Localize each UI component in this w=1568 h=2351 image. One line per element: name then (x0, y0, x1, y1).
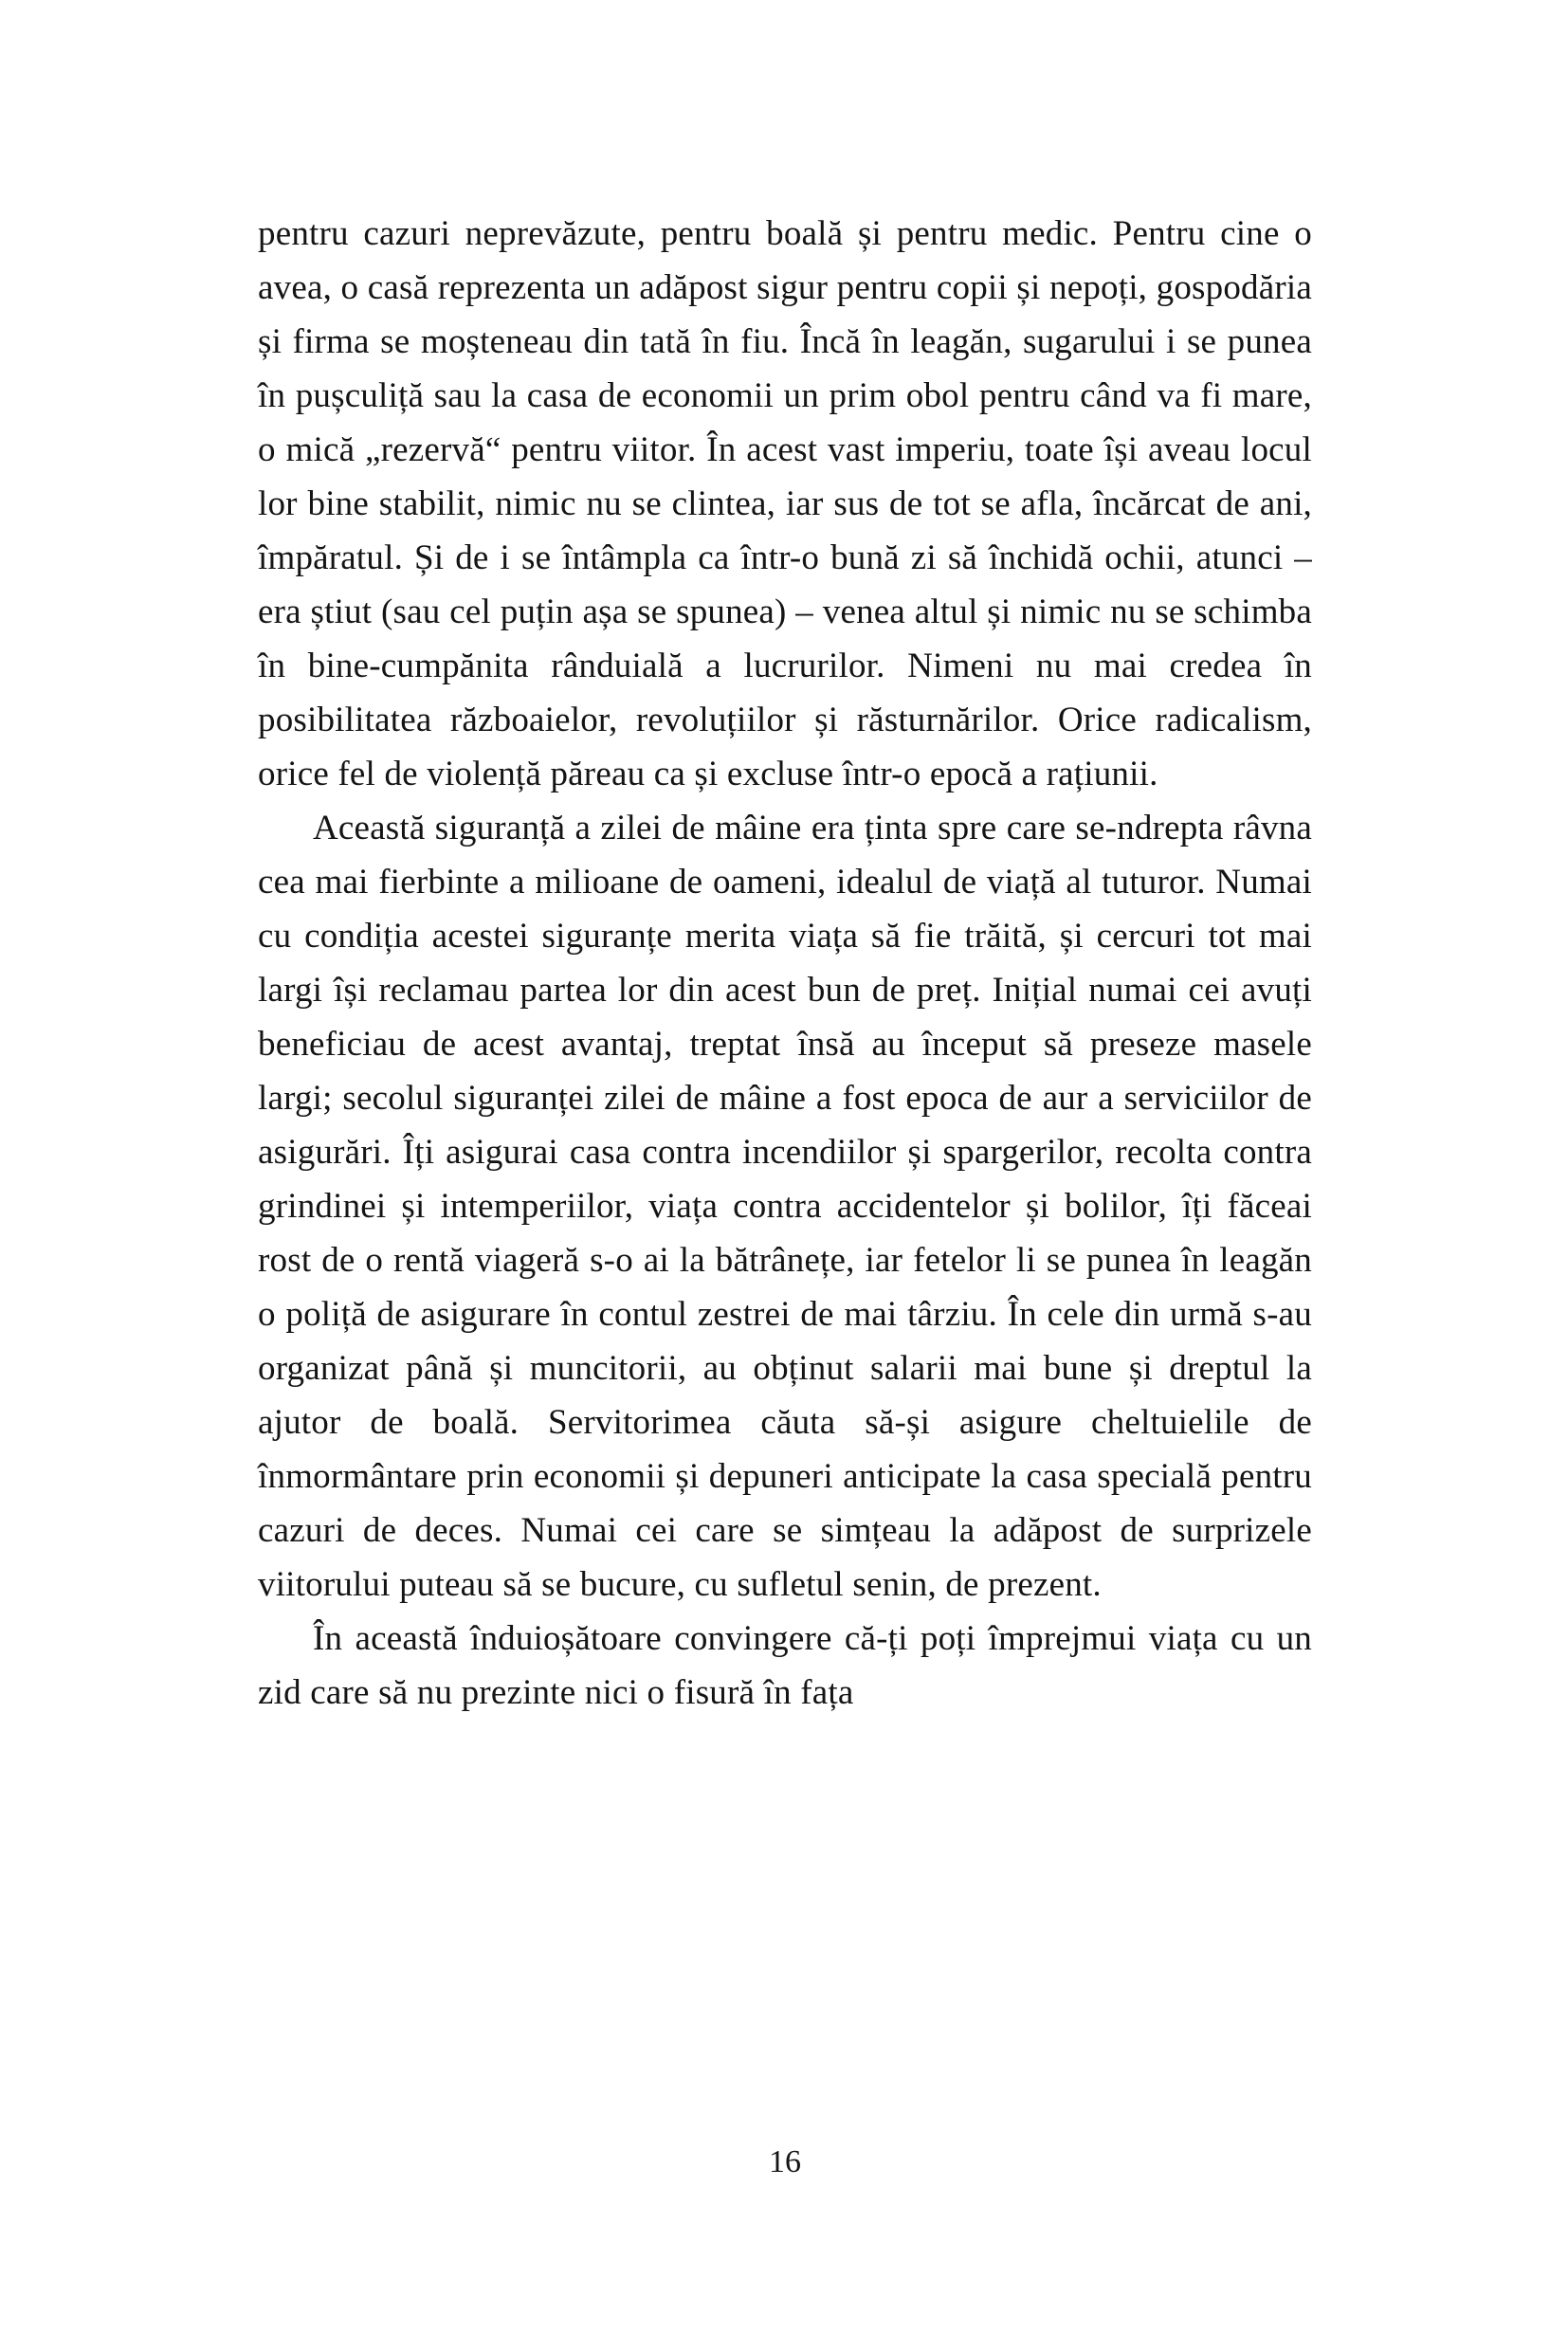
page-number: 16 (769, 2144, 801, 2179)
paragraph-3: În această înduioșătoare convingere că-ți poți împrejmui viața cu un zid care să nu prezinte nici o fisură în fața (258, 1619, 1312, 1712)
page-text (258, 207, 1312, 1720)
paragraph-1: pentru cazuri neprevăzute, pentru boală și pentru medic. Pentru cine o avea, o casă reprezenta un adăpost sigur pentru copii și nepoți, gospodăria și firma se moșteneau din tată în fiu. Încă în leagăn, sugarului i se punea în pușculiță sau la casa de economii un prim obol pentru când va fi mare, o mică „rezervă“ pentru viitor. În acest vast imperiu, toate își aveau locul lor bine stabilit, nimic nu se clintea, iar sus de tot se afla, încărcat de ani, împăratul. Și de i se întâmpla ca într-o bună zi să închidă ochii, atunci – era știut (sau cel puțin așa se spunea) – venea altul și nimic nu se schimba în bine-cumpănita rânduială a lucrurilor. Nimeni nu mai credea în posibilitatea războaielor, revoluțiilor și răsturnărilor. Orice radicalism, orice fel de violență păreau ca și excluse într-o epocă a rațiunii. (258, 214, 1312, 793)
paragraph-2: Această siguranță a zilei de mâine era ținta spre care se-ndrepta râvna cea mai fierbinte a milioane de oameni, idealul de viață al tuturor. Numai cu condiția acestei siguranțe merita viața să fie trăită, și cercuri tot mai largi își reclamau partea lor din acest bun de preț. Inițial numai cei avuți beneficiau de acest avantaj, treptat însă au început să preseze masele largi; secolul siguranței zilei de mâine a fost epoca de aur a serviciilor de asigurări. Îți asigurai casa contra incendiilor și spargerilor, recolta contra grindinei și intemperiilor, viața contra accidentelor și bolilor, îți făceai rost de o rentă viageră s-o ai la bătrânețe, iar fetelor li se punea în leagăn o poliță de asigurare în contul zestrei de mai târziu. În cele din urmă s-au organizat până și muncitorii, au obținut salarii mai bune și dreptul la ajutor de boală. Servitorimea căuta să-și asigure cheltuielile de înmormântare prin economii și depuneri anticipate la casa specială pentru cazuri de deces. Numai cei care se simțeau la adăpost de surprizele viitorului puteau să se bucure, cu sufletul senin, de prezent. (258, 809, 1312, 1604)
